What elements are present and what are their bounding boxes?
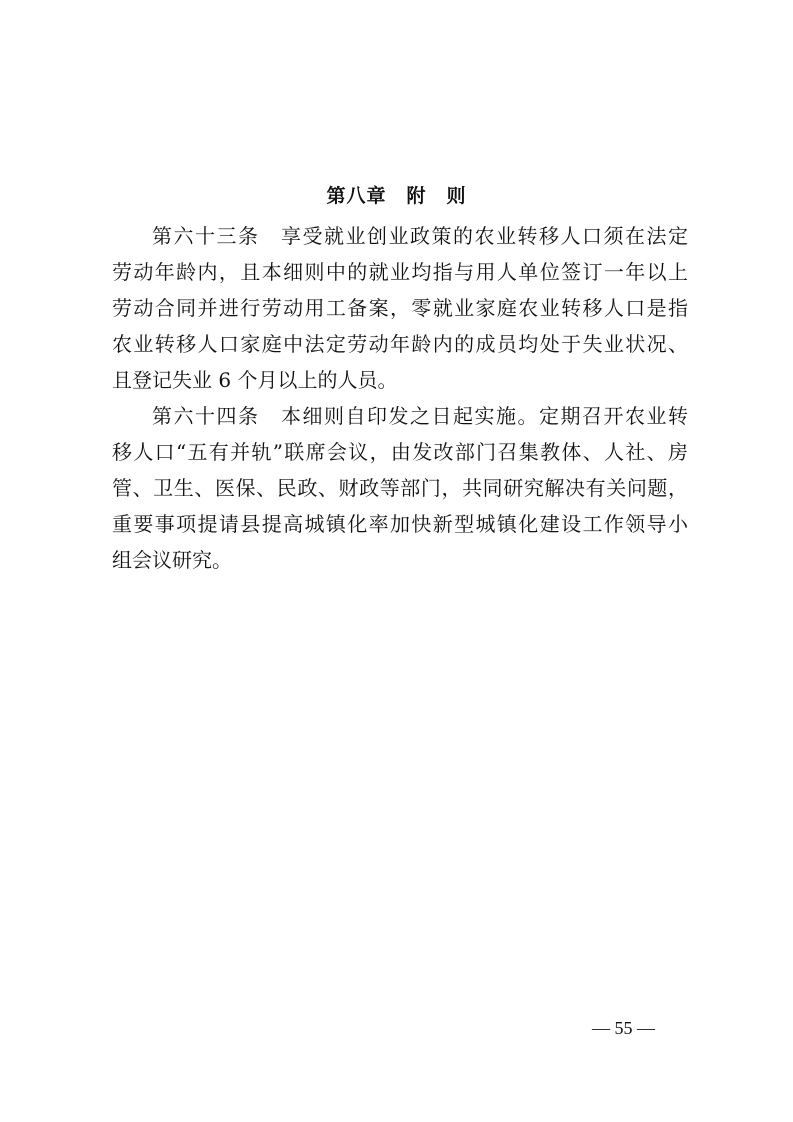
page-number: — 55 —	[592, 1018, 655, 1038]
paragraph-line: 第六十三条 享受就业创业政策的农业转移人口须在法定	[152, 224, 688, 248]
paragraph-article-63	[112, 218, 688, 398]
paragraph-line: 且登记失业 6 个月以上的人员。	[112, 368, 398, 392]
paragraph-line: 组会议研究。	[112, 548, 232, 572]
paragraph-line: 管、卫生、医保、民政、财政等部门，共同研究解决有关问题，	[112, 476, 688, 500]
paragraph-article-64	[112, 398, 688, 578]
paragraph-line: 农业转移人口家庭中法定劳动年龄内的成员均处于失业状况、	[112, 332, 688, 356]
paragraph-line: 第六十四条 本细则自印发之日起实施。定期召开农业转	[152, 404, 688, 428]
chapter-title: 第八章 附 则	[326, 185, 467, 207]
paragraph-line: 劳动合同并进行劳动用工备案，零就业家庭农业转移人口是指	[112, 296, 688, 320]
body-text	[112, 218, 688, 578]
paragraph-line: 移人口“五有并轨”联席会议，由发改部门召集教体、人社、房	[112, 440, 688, 464]
paragraph-line: 重要事项提请县提高城镇化率加快新型城镇化建设工作领导小	[112, 512, 688, 536]
paragraph-line: 劳动年龄内，且本细则中的就业均指与用人单位签订一年以上	[112, 260, 688, 284]
